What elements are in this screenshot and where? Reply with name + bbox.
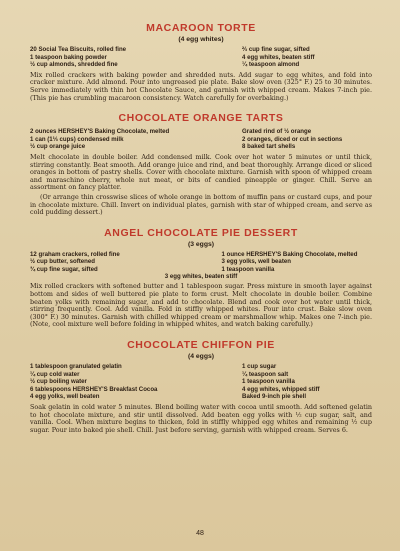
ingredient-list — [30, 46, 372, 69]
ingredient-list — [30, 251, 372, 274]
ingredient: ¼ teaspoon almond — [242, 61, 300, 69]
recipe-title: CHOCOLATE ORANGE TARTS — [118, 112, 284, 125]
page-number: 48 — [196, 530, 204, 537]
ingredient-column-right — [242, 46, 372, 69]
ingredient: 1 ounce HERSHEY'S Baking Chocolate, melted — [221, 250, 358, 258]
ingredient-column-right — [222, 251, 372, 274]
recipe-chocolate-chiffon-pie — [30, 339, 372, 434]
ingredient: ¾ cup fine sugar, sifted — [30, 265, 98, 273]
ingredient: 1 teaspoon vanilla — [242, 378, 295, 386]
ingredient-column-left — [30, 128, 194, 151]
ingredient: 1 teaspoon vanilla — [221, 265, 275, 273]
recipe-yield: (4 eggs) — [187, 353, 215, 361]
ingredient: ½ cup butter, softened — [30, 258, 96, 266]
ingredient: 1 teaspoon baking powder — [30, 53, 107, 61]
recipe-method: Mix rolled crackers with softened butter and 1 tablespoon sugar. Press mixture in smooth layer against bottom and sides of well buttered pie plate to form crust. Melt chocolate in double boiler. Combine beaten yolks with remaining sugar, and add to chocolate. Blend and cook over hot water until thick, stirring frequently. Cool. Add vanilla. Fold in stiffly whipped whites. Pour into crust. Bake slow oven (300° F.) 30 minutes. Garnish with chilled whipped cream or marshmallow whip. Makes one 7-inch pie. (Note, cool mixture well before folding in whipped whites, and watch baking carefully.) — [30, 282, 372, 329]
ingredient-column-right — [242, 128, 372, 151]
ingredient: 3 egg yolks, well beaten — [221, 258, 291, 266]
ingredient-column-left — [30, 251, 194, 274]
recipe-method: Soak gelatin in cold water 5 minutes. Blend boiling water with cocoa until smooth. Add softened gelatin to hot chocolate mixture, and stir until dissolved. Add beaten egg yolks with ½ cup sugar, salt, and vanilla. Cool. When mixture begins to thicken, fold in stiffly whipped egg whites and remaining ½ cup sugar. Pour into baked pie shell. Chill. Just before serving, garnish with whipped cream. Serves 6. — [30, 403, 372, 434]
ingredient-column-right — [242, 363, 372, 401]
ingredient: 1 can (1⅓ cups) condensed milk — [30, 135, 124, 143]
ingredient: 1 tablespoon granulated gelatin — [30, 363, 122, 371]
ingredient: 4 egg whites, beaten stiff — [242, 53, 315, 61]
recipe-chocolate-orange-tarts — [30, 112, 372, 217]
ingredient-list — [30, 128, 372, 151]
ingredient: 20 Social Tea Biscuits, rolled fine — [30, 46, 127, 53]
recipe-title: CHOCOLATE CHIFFON PIE — [127, 339, 275, 352]
ingredient-centered: 3 egg whites, beaten stiff — [164, 273, 238, 281]
ingredient: ½ cup boiling water — [30, 378, 87, 386]
recipe-title: MACAROON TORTE — [146, 22, 256, 34]
recipe-yield: (4 egg whites) — [178, 36, 224, 43]
ingredient: 2 oranges, diced or cut in sections — [242, 135, 343, 143]
recipe-method: Mix rolled crackers with baking powder and shredded nuts. Add sugar to egg whites, and fold into cracker mixture. Add almond. Pour into ungreased pie plate. Bake slow oven (325° F.) 25 to 30 minutes. Serve immediately with thin hot Chocolate Sauce, and garnish with whipped cream. Makes 7-inch pie. (This pie has crumbling macaroon consistency. Watch carefully for overbaking.) — [30, 70, 372, 102]
ingredient: ⅔ cup fine sugar, sifted — [242, 46, 310, 53]
ingredient: ½ cup orange juice — [30, 143, 86, 151]
ingredient-list — [30, 363, 372, 401]
recipe-title: ANGEL CHOCOLATE PIE DESSERT — [104, 226, 298, 239]
ingredient: ¼ teaspoon salt — [242, 370, 289, 378]
ingredient: 8 baked tart shells — [242, 143, 296, 151]
ingredient: Baked 9-inch pie shell — [242, 393, 307, 401]
ingredient-column-left — [30, 46, 194, 69]
ingredient: ½ cup almonds, shredded fine — [30, 61, 118, 69]
ingredient: 1 cup sugar — [242, 363, 277, 371]
recipe-macaroon-torte — [30, 22, 372, 102]
recipe-yield: (3 eggs) — [187, 240, 215, 248]
ingredient: Grated rind of ½ orange — [242, 128, 312, 136]
ingredient: 4 egg yolks, well beaten — [30, 393, 100, 401]
recipe-method-note: (Or arrange thin crosswise slices of whole orange in bottom of muffin pans or custard cups, and pour in chocolate mixture. Chill. Invert on individual plates, garnish with star of whipped cream, and serve as cold pudding dessert.) — [30, 192, 372, 217]
ingredient-column-left — [30, 363, 194, 401]
recipe-angel-chocolate-pie — [30, 227, 372, 329]
ingredient: 6 tablespoons HERSHEY'S Breakfast Cocoa — [30, 385, 158, 393]
recipe-method: Melt chocolate in double boiler. Add condensed milk. Cook over hot water 5 minutes or until thick, stirring constantly. Beat smooth. Add orange juice and rind, and beat thoroughly. Arrange diced or sliced oranges in bottom of pastry shells. Cover with chocolate mixture. Garnish with spoon of whipped cream and maraschino cherry, whole nut meat, or bits of candied pineapple or ginger. Chill. Serve an assortment on fancy platter. — [30, 152, 372, 192]
ingredient: ¼ cup cold water — [30, 370, 80, 378]
ingredient: 4 egg whites, whipped stiff — [242, 385, 320, 393]
ingredient: 2 ounces HERSHEY'S Baking Chocolate, melted — [30, 128, 170, 136]
ingredient: 12 graham crackers, rolled fine — [30, 250, 120, 258]
